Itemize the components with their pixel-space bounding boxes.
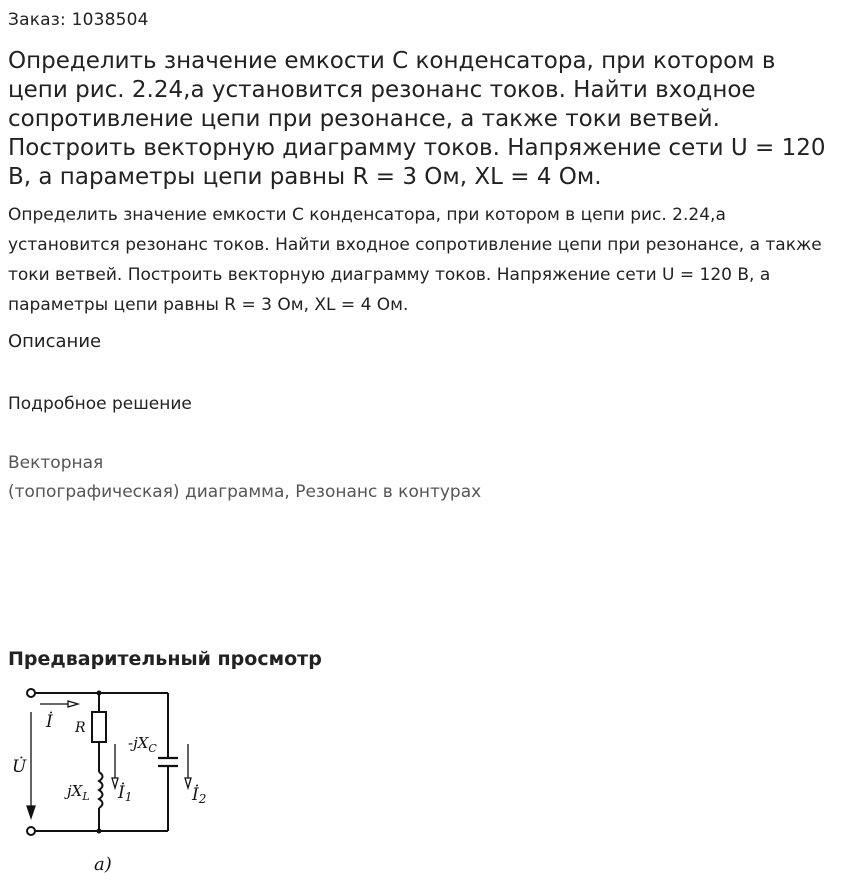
circuit-diagram [10,682,220,882]
solution-label: Подробное решение [8,394,192,414]
label-neg-jxc: $-jX_C$ [128,734,157,755]
preview-heading: Предварительный просмотр [8,648,322,670]
label-u: U̇ [12,757,27,777]
label-i: İ [46,712,53,732]
capacitor-xc [158,758,178,766]
junction-node-top [97,691,102,696]
current-i2-arrow [185,744,191,788]
problem-title: Определить значение емкости С конденсатора, при котором в цепи рис. 2.24,а установится резонанс токов. Найти входное сопротивление цепи при резонансе, а также токи ветвей. Построить векторную диаграмму токов. Напряжение сети U = 120 В, а параметры цепи равны R = 3 Ом, XL = 4 Ом. [8,48,826,190]
tags [8,449,608,507]
order-number: Заказ: 1038504 [8,10,149,30]
input-terminal-top [27,689,35,697]
label-jxl: $jX_L$ [67,782,90,803]
inductor-xl [99,772,103,808]
voltage-u-arrow [27,712,35,818]
junction-node-bottom [97,829,102,834]
resistor-r [92,712,106,742]
description-label: Описание [8,331,102,352]
tag-line-1: Векторная [8,453,104,473]
input-terminal-bottom [27,827,35,835]
tag-line-2: (топографическая) диаграмма, Резонанс в контурах [8,482,482,502]
circuit-caption: а) [94,854,112,875]
label-r: R [75,720,86,736]
current-i1-arrow [112,744,118,788]
label-i2: İ2 [192,785,207,806]
current-i-arrow [40,701,78,707]
label-i1: İ1 [118,783,133,804]
problem-text: Определить значение емкости С конденсатора, при котором в цепи рис. 2.24,а установится резонанс токов. Найти входное сопротивление цепи при резонансе, а также токи ветвей. Построить векторную диаграмму токов. Напряжение сети U = 120 В, а параметры цепи равны R = 3 Ом, XL = 4 Ом. [8,205,822,315]
